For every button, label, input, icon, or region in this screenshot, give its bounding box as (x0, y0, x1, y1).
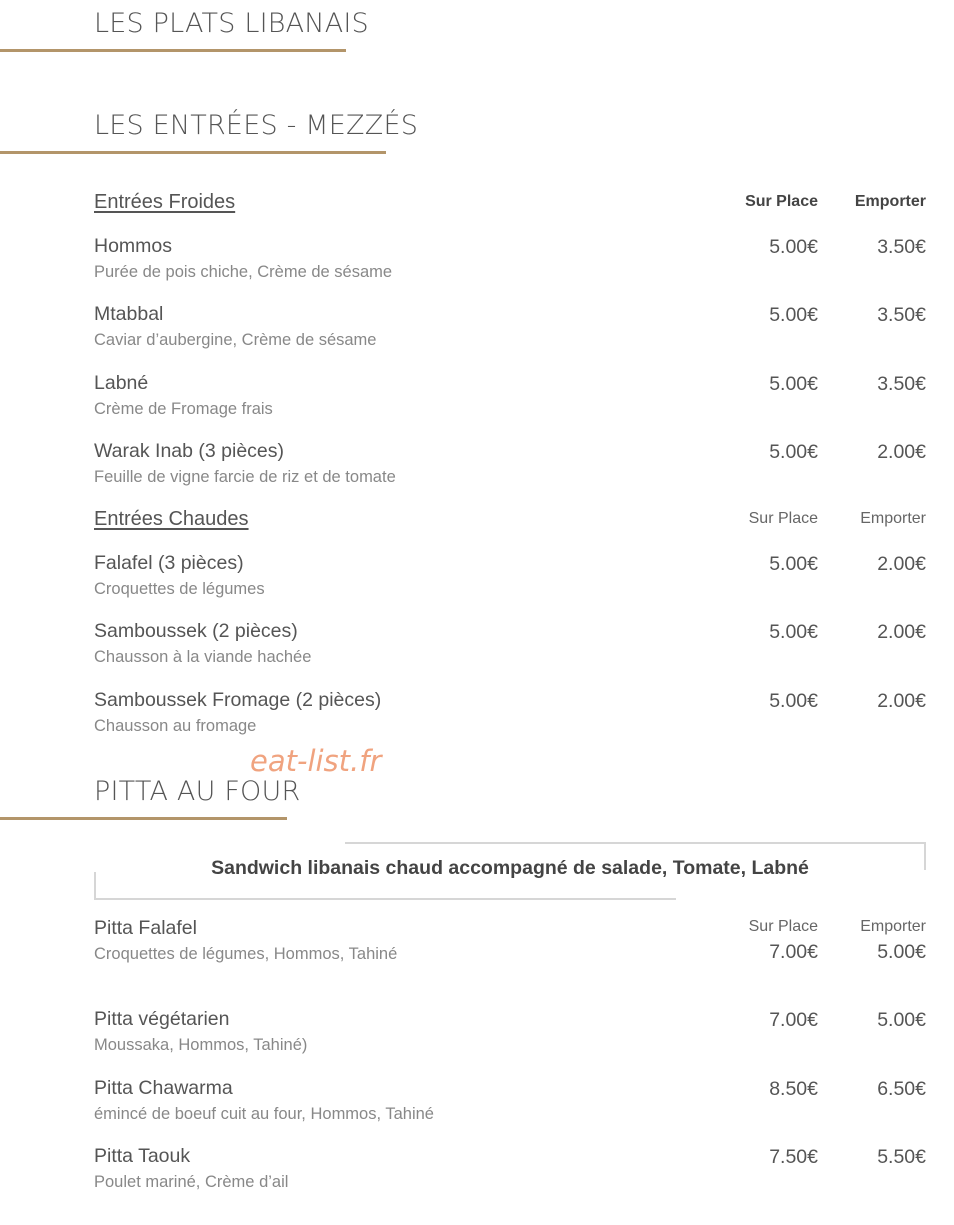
item-name: Falafel (3 pièces) (94, 552, 244, 574)
item-description: Croquettes de légumes (94, 580, 265, 598)
item-description: Croquettes de légumes, Hommos, Tahiné (94, 945, 398, 963)
entrees-chaudes-heading: Entrées Chaudes (94, 508, 249, 530)
price-sur-place: 5.00€ (769, 553, 818, 575)
item-name: Pitta Falafel (94, 917, 197, 939)
item-name: Samboussek Fromage (2 pièces) (94, 689, 382, 711)
col-sur-place-header: Sur Place (748, 510, 818, 527)
price-sur-place: 5.00€ (769, 621, 818, 643)
col-emporter-header: Emporter (860, 918, 926, 935)
band-bottom-border (94, 898, 676, 900)
item-description: Moussaka, Hommos, Tahiné) (94, 1036, 308, 1054)
band-top-border (345, 842, 926, 844)
price-emporter: 3.50€ (877, 304, 926, 326)
price-sur-place: 5.00€ (769, 236, 818, 258)
item-name: Warak Inab (3 pièces) (94, 440, 285, 462)
item-name: Pitta Taouk (94, 1145, 191, 1167)
price-sur-place: 5.00€ (769, 441, 818, 463)
entrees-title-rule (0, 151, 386, 154)
price-sur-place: 8.50€ (769, 1078, 818, 1100)
main-title-rule (0, 49, 346, 52)
item-name: Mtabbal (94, 303, 164, 325)
item-description: Chausson à la viande hachée (94, 648, 312, 666)
item-description: Feuille de vigne farcie de riz et de tomate (94, 468, 396, 486)
col-sur-place-header: Sur Place (748, 918, 818, 935)
col-sur-place-header: Sur Place (745, 193, 818, 210)
entrees-section-title: LES ENTRÉES - MEZZÉS (94, 110, 419, 141)
watermark: eat-list.fr (250, 744, 382, 778)
price-sur-place: 7.00€ (769, 1009, 818, 1031)
price-sur-place: 7.50€ (769, 1146, 818, 1168)
price-emporter: 3.50€ (877, 373, 926, 395)
item-name: Samboussek (2 pièces) (94, 620, 298, 642)
col-emporter-header: Emporter (854, 193, 926, 210)
price-emporter: 5.50€ (877, 1146, 926, 1168)
price-emporter: 5.00€ (877, 1009, 926, 1031)
item-description: Crème de Fromage frais (94, 400, 273, 418)
item-description: émincé de boeuf cuit au four, Hommos, Tahiné (94, 1105, 434, 1123)
price-emporter: 2.00€ (877, 441, 926, 463)
pitta-intro-text: Sandwich libanais chaud accompagné de salade, Tomate, Labné (211, 857, 809, 879)
col-emporter-header: Emporter (860, 510, 926, 527)
item-description: Purée de pois chiche, Crème de sésame (94, 263, 393, 281)
price-emporter: 5.00€ (877, 941, 926, 963)
pitta-title-rule (0, 817, 287, 820)
entrees-froides-heading: Entrées Froides (94, 191, 236, 213)
main-section-title: LES PLATS LIBANAIS (94, 8, 369, 39)
price-emporter: 2.00€ (877, 553, 926, 575)
item-description: Poulet mariné, Crème d’ail (94, 1173, 289, 1191)
pitta-section-title: PITTA AU FOUR (94, 776, 301, 807)
item-description: Chausson au fromage (94, 717, 257, 735)
item-name: Pitta Chawarma (94, 1077, 233, 1099)
price-sur-place: 5.00€ (769, 373, 818, 395)
item-name: Hommos (94, 235, 173, 257)
price-emporter: 2.00€ (877, 621, 926, 643)
price-emporter: 3.50€ (877, 236, 926, 258)
item-description: Caviar d’aubergine, Crème de sésame (94, 331, 377, 349)
price-sur-place: 5.00€ (769, 304, 818, 326)
item-name: Labné (94, 372, 149, 394)
price-emporter: 2.00€ (877, 690, 926, 712)
price-sur-place: 5.00€ (769, 690, 818, 712)
price-sur-place: 7.00€ (769, 941, 818, 963)
price-emporter: 6.50€ (877, 1078, 926, 1100)
item-name: Pitta végétarien (94, 1008, 230, 1030)
